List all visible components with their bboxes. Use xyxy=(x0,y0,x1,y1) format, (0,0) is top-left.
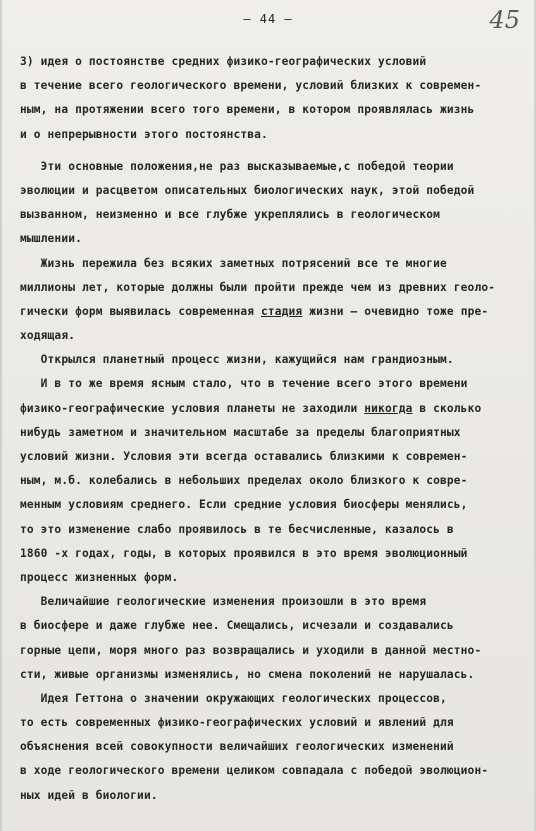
handwritten-folio-number: 45 xyxy=(489,6,520,34)
text-line: миллионы лет, которые должны были пройти прежде чем из древних геоло- xyxy=(20,280,496,294)
text-line: И в то же время ясным стало, что в течение всего этого времени xyxy=(20,377,468,391)
text-line: 3) идея о постоянстве средних физико-географических условий xyxy=(20,55,427,68)
text-line: ным, на протяжении всего того времени, в котором проявлялась жизнь xyxy=(20,103,475,117)
text-line: Идея Геттона о значении окружающих геологических процессов, xyxy=(20,691,447,705)
text-line: вызванном, неизменно и все глубже укреплялись в геологическом xyxy=(20,208,441,222)
text-line: Эти основные положения,не раз высказываемые,с победой теории xyxy=(20,159,454,173)
text-line: в течение всего геологического времени, условий близких к современ- xyxy=(20,79,482,93)
text-line: эволюции и расцветом описательных биологических наук, этой победой xyxy=(20,183,475,197)
text-line: в ходе геологического времени целиком совпадала с победой эволюцион- xyxy=(20,764,489,778)
text-line: физико-географические условия планеты не заходили никогда в сколько xyxy=(20,401,482,415)
text-line: Открылся планетный процесс жизни, кажущийся нам грандиозным. xyxy=(20,353,454,367)
text-line: ных идей в биологии. xyxy=(20,788,158,802)
text-line: ходящая. xyxy=(20,329,76,343)
underlined-word: стадия xyxy=(261,304,303,318)
text-line: в биосфере и даже глубже нее. Смещались, исчезали и создавались xyxy=(20,619,454,633)
text-line: Жизнь пережила без всяких заметных потрясений все те многие xyxy=(20,256,447,270)
text-line: ным, м.б. колебались в небольших пределах около близкого к совре- xyxy=(20,474,468,488)
text-line: сти, живые организмы изменялись, но смена поколений не нарушалась. xyxy=(20,667,475,681)
text-line: объяснения всей совокупности величайших геологических изменений xyxy=(20,740,454,754)
underlined-word: никогда xyxy=(364,401,413,415)
blank-line xyxy=(20,147,524,155)
text-line: менным условиям среднего. Если средние условия биосферы менялись, xyxy=(20,498,468,512)
text-line: Величайшие геологические изменения произошли в это время xyxy=(20,595,427,609)
text-line: горные цепи, моря много раз возвращались и уходили в данной местно- xyxy=(20,643,482,657)
text-line: 1860 -х годах, годы, в которых проявился в это время эволюционный xyxy=(20,546,468,560)
text-line: нибудь заметном и значительном масштабе за пределы благоприятных xyxy=(20,425,461,439)
text-line: то есть современных физико-географических условий и явлений для xyxy=(20,716,454,730)
text-line: и о непрерывности этого постоянства. xyxy=(20,127,268,141)
text-line: процесс жизненных форм. xyxy=(20,570,179,584)
text-line: гически форм выявилась современная стадия жизни — очевидно тоже пре- xyxy=(20,304,489,318)
text-line: то это изменение слабо проявилось в те бесчисленные, казалось в xyxy=(20,522,454,536)
body-text xyxy=(20,50,524,808)
text-line: условий жизни. Условия эти всегда оставались близкими к современ- xyxy=(20,450,468,463)
text-line: мышлении. xyxy=(20,232,82,246)
page-number: — 44 — xyxy=(243,12,293,26)
